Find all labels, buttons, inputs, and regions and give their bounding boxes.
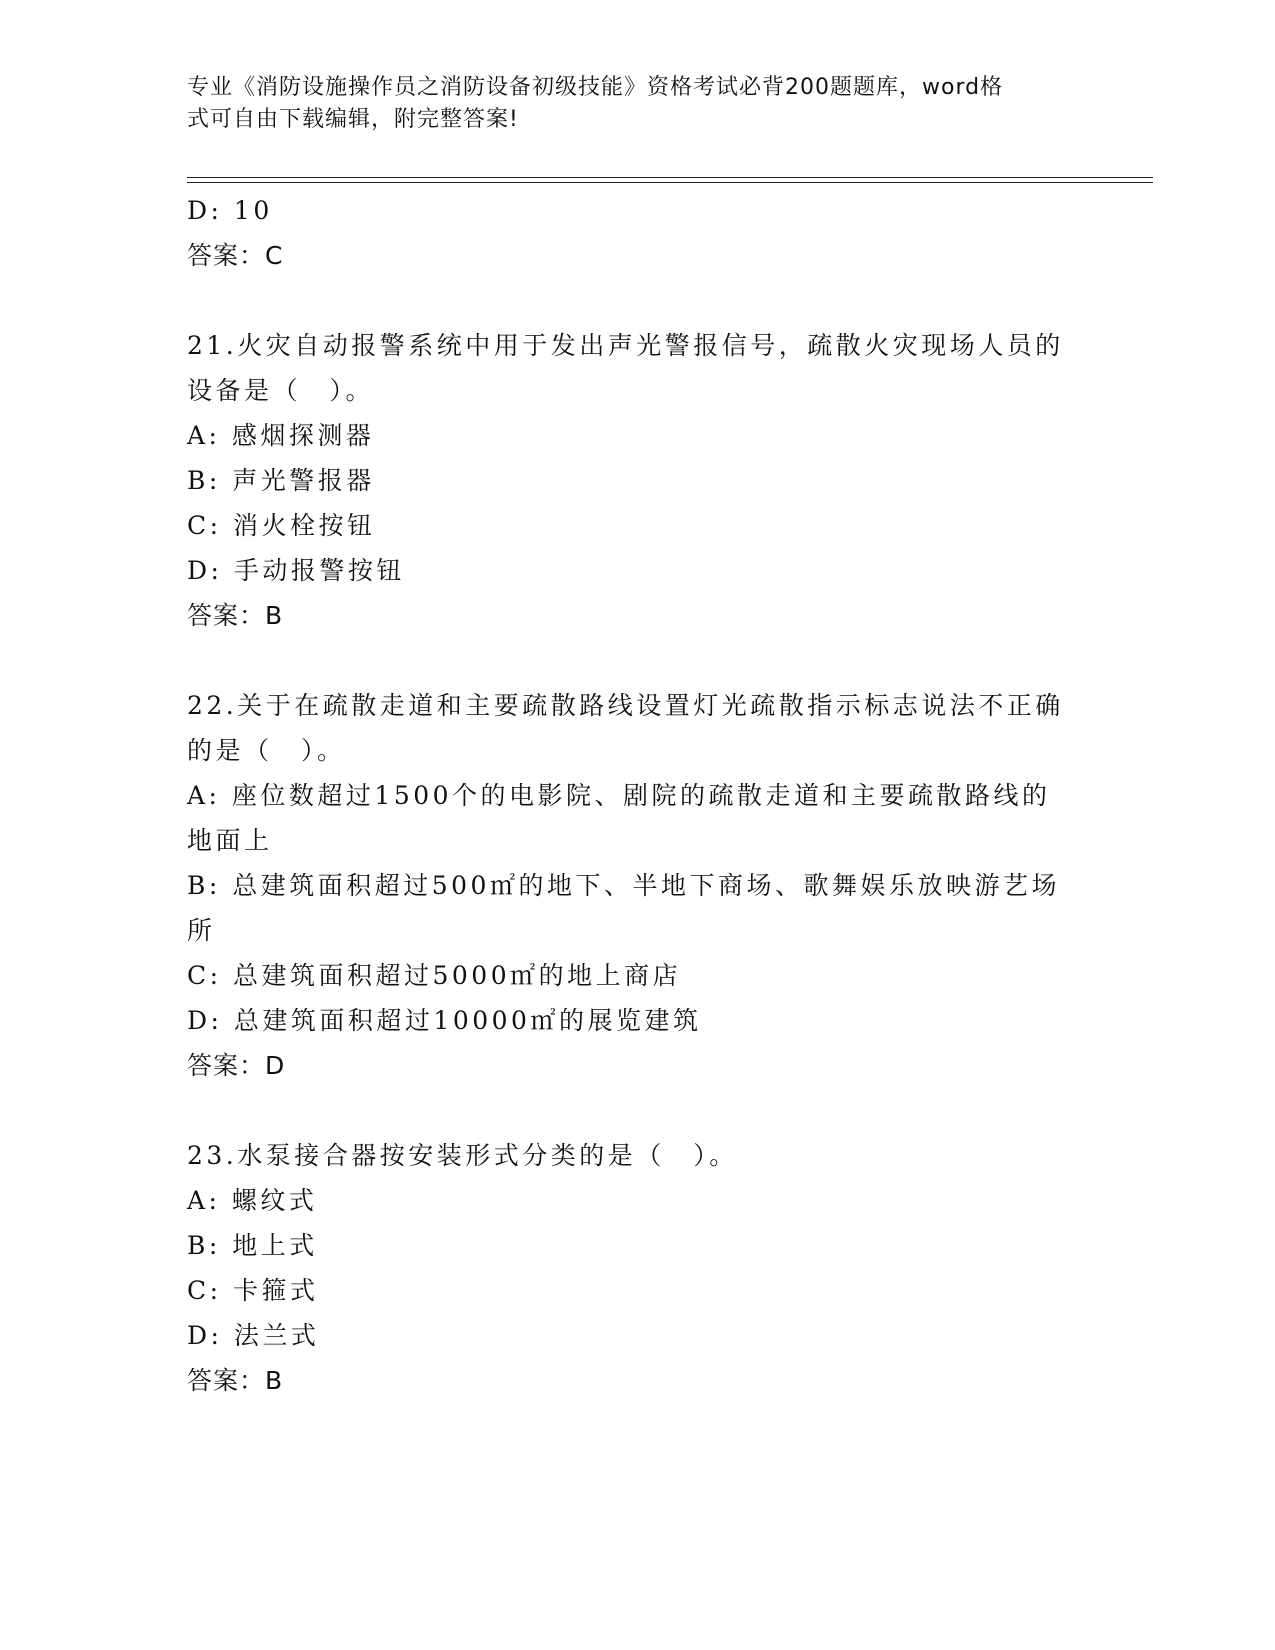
question-stem: 22.关于在疏散走道和主要疏散路线设置灯光疏散指示标志说法不正确: [187, 691, 1064, 720]
question-stem: 21.火灾自动报警系统中用于发出声光警报信号，疏散火灾现场人员的: [187, 331, 1064, 360]
option-b: B: 总建筑面积超过500㎡的地下、半地下商场、歌舞娱乐放映游艺场: [187, 871, 1060, 900]
option-c: C: 消火栓按钮: [187, 511, 376, 540]
previous-question-tail: [187, 188, 1077, 278]
option-c: C: 卡箍式: [187, 1276, 319, 1305]
option-d: D: 法兰式: [187, 1321, 320, 1350]
option-b: B: 地上式: [187, 1231, 318, 1260]
option-d: D: 10: [187, 196, 273, 225]
question-22: [187, 683, 1077, 1088]
answer-line: 答案：B: [187, 601, 284, 630]
question-stem: 23.水泵接合器按安装形式分类的是（ ）。: [187, 1141, 738, 1170]
answer-line: 答案：B: [187, 1366, 284, 1395]
option-a: A: 感烟探测器: [187, 421, 375, 450]
page-header: [187, 72, 1067, 136]
option-a: A: 螺纹式: [187, 1186, 318, 1215]
header-rule-bottom: [187, 182, 1153, 183]
option-d: D: 手动报警按钮: [187, 556, 405, 585]
option-b-continued: 所: [187, 916, 216, 945]
header-line-1: 专业《消防设施操作员之消防设备初级技能》资格考试必背200题题库，word格: [187, 75, 1004, 100]
option-a: A: 座位数超过1500个的电影院、剧院的疏散走道和主要疏散路线的: [187, 781, 1051, 810]
option-b: B: 声光警报器: [187, 466, 375, 495]
answer-line: 答案：C: [187, 241, 284, 270]
document-body: [187, 188, 1077, 1403]
question-stem-continued: 设备是（ ）。: [187, 376, 375, 405]
option-d: D: 总建筑面积超过10000㎡的展览建筑: [187, 1006, 702, 1035]
header-line-2: 式可自由下载编辑，附完整答案!: [187, 107, 519, 132]
question-stem-continued: 的是（ ）。: [187, 736, 346, 765]
question-21: [187, 323, 1077, 638]
answer-line: 答案：D: [187, 1051, 286, 1080]
question-23: [187, 1133, 1077, 1403]
header-rule-top: [187, 177, 1153, 178]
option-a-continued: 地面上: [187, 826, 273, 855]
option-c: C: 总建筑面积超过5000㎡的地上商店: [187, 961, 682, 990]
